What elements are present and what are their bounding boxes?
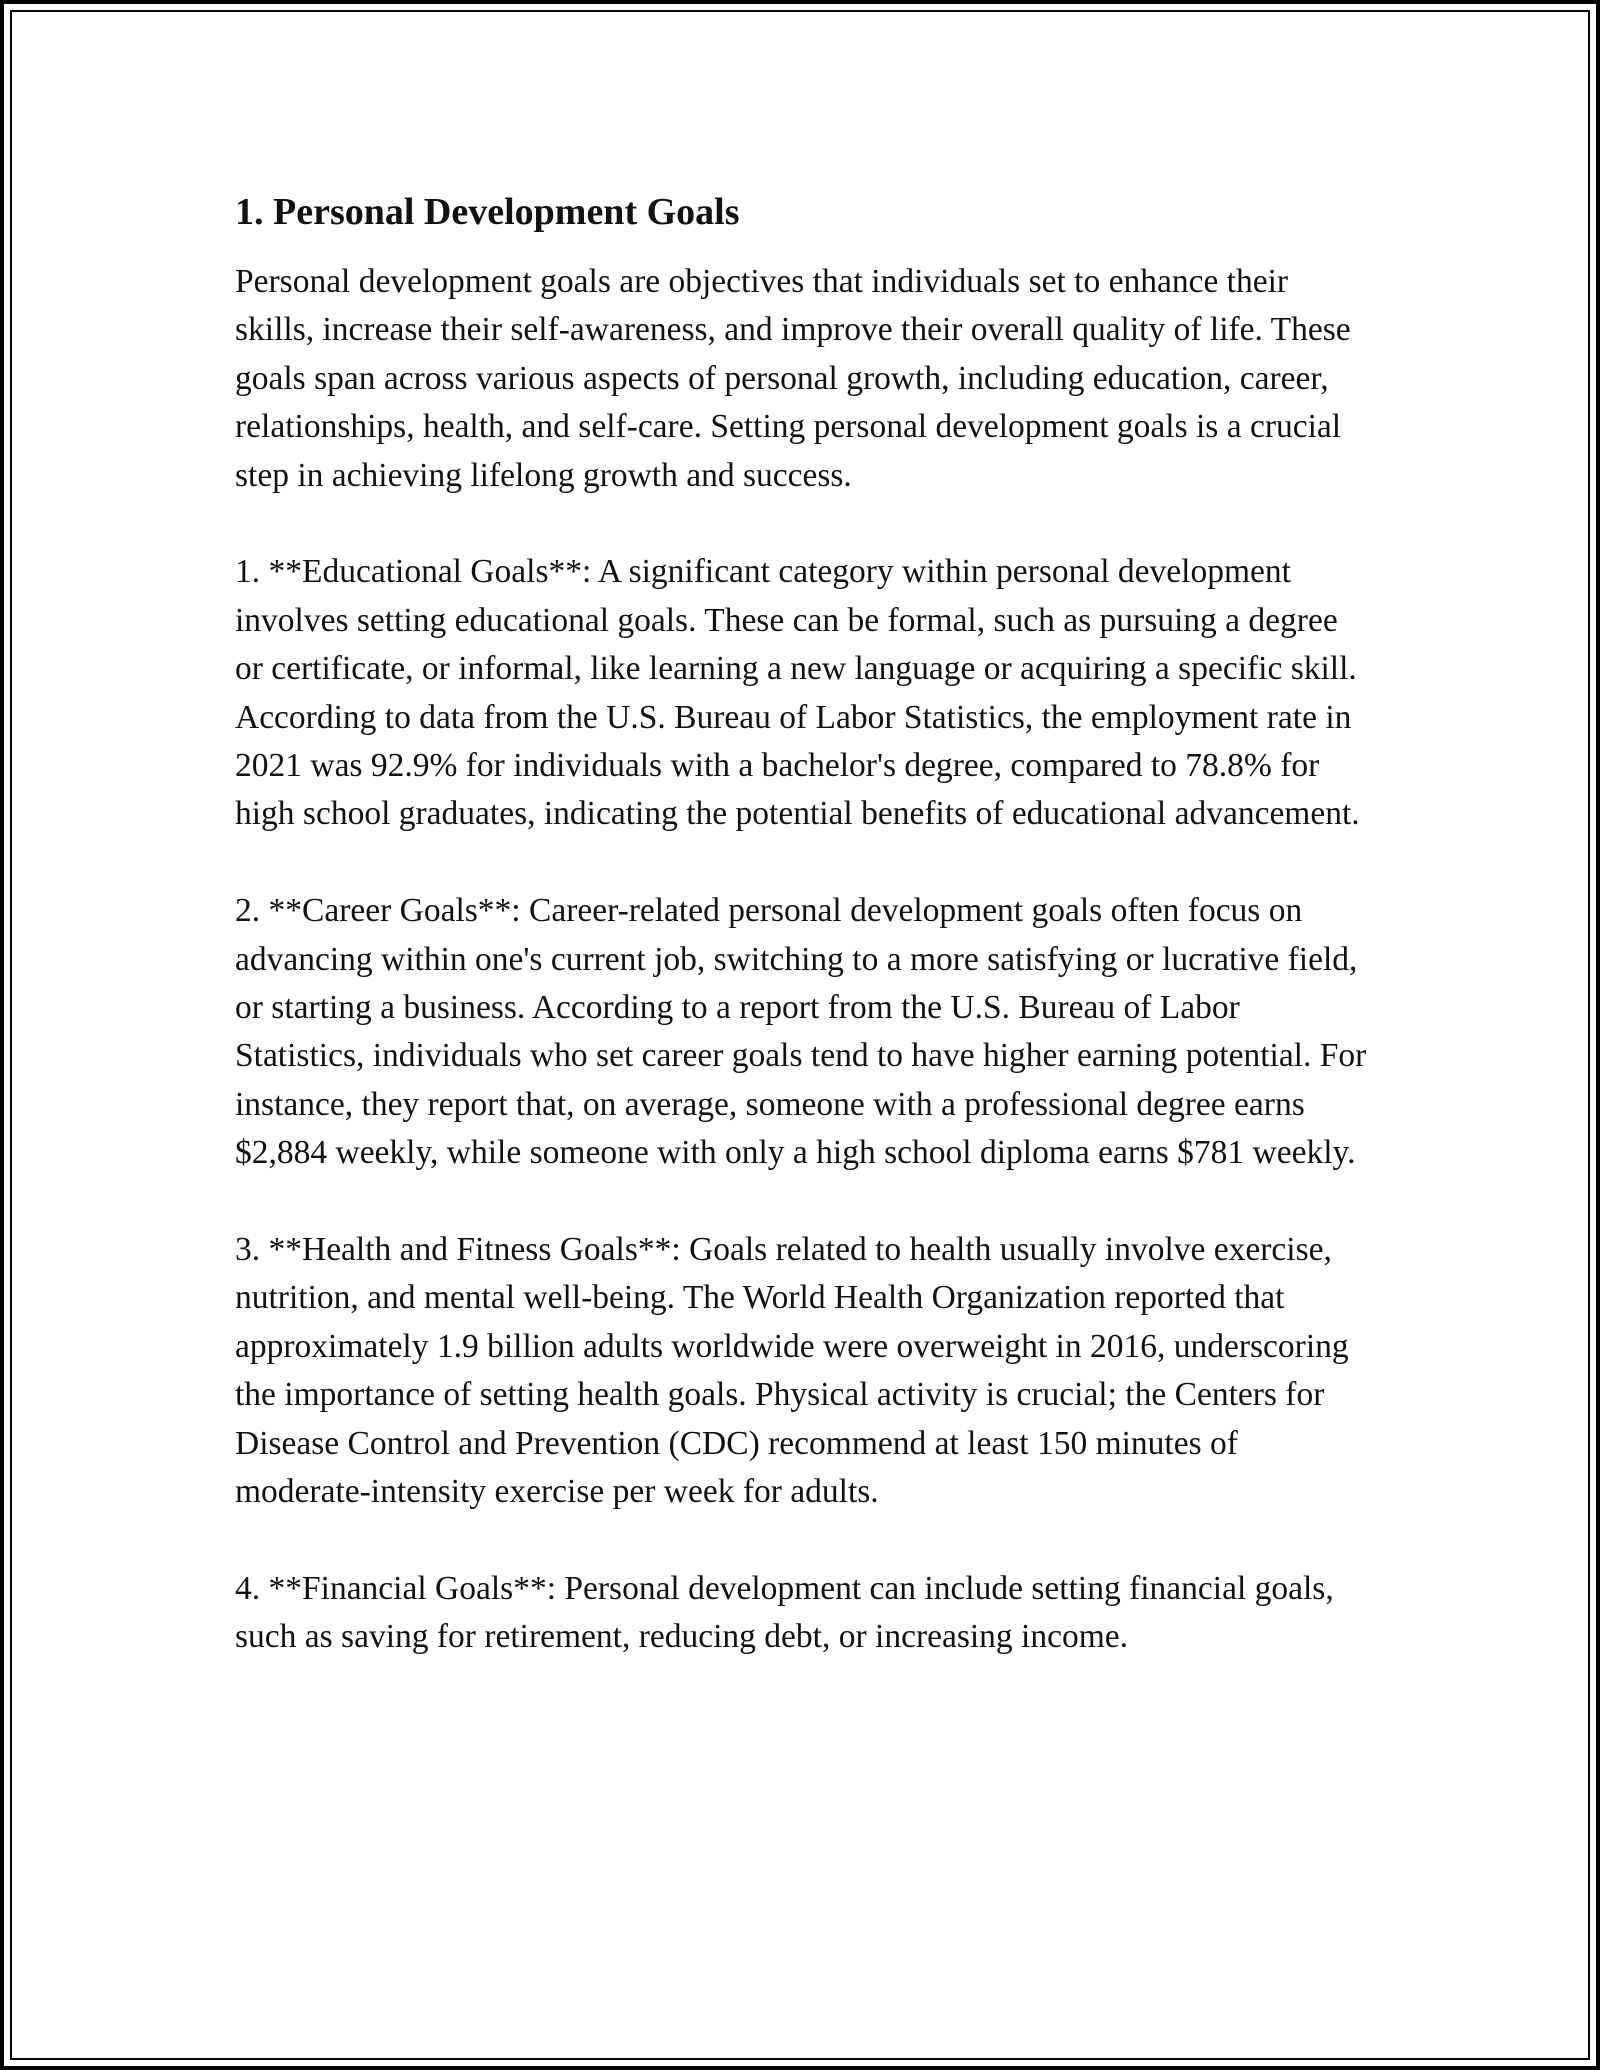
financial-goals-paragraph: 4. **Financial Goals**: Personal development can include setting financial goals, such as saving for retirement, reducing debt, or increasing income. (235, 1569, 1334, 1656)
section-heading: 1. Personal Development Goals (235, 191, 740, 233)
educational-goals-paragraph: 1. **Educational Goals**: A significant category within personal development involves setting educational goals. These can be formal, such as pursuing a degree or certificate, or informal, like learning a new language or acquiring a specific skill. According to data from the U.S. Bureau of Labor Statistics, the employment rate in 2021 was 92.9% for individuals with a bachelor's degree, compared to 78.8% for high school graduates, indicating the potential benefits of educational advancement. (235, 553, 1360, 833)
intro-paragraph: Personal development goals are objectives that individuals set to enhance their skills, increase their self-awareness, and improve their overall quality of life. These goals span across various aspects of personal growth, including education, career, relationships, health, and self-care. Setting personal development goals is a crucial step in achieving lifelong growth and success. (235, 263, 1351, 494)
career-goals-paragraph: 2. **Career Goals**: Career-related personal development goals often focus on advancing within one's current job, switching to a more satisfying or lucrative field, or starting a business. According to a report from the U.S. Bureau of Labor Statistics, individuals who set career goals tend to have higher earning potential. For instance, they report that, on average, someone with a professional degree earns $2,884 weekly, while someone with only a high school diploma earns $781 weekly. (235, 892, 1367, 1172)
health-fitness-goals-paragraph: 3. **Health and Fitness Goals**: Goals related to health usually involve exercise, nutrition, and mental well-being. The World Health Organization reported that approximately 1.9 billion adults worldwide were overweight in 2016, underscoring the importance of setting health goals. Physical activity is crucial; the Centers for Disease Control and Prevention (CDC) recommend at least 150 minutes of moderate-intensity exercise per week for adults. (235, 1231, 1349, 1511)
document-body (235, 186, 1370, 1710)
